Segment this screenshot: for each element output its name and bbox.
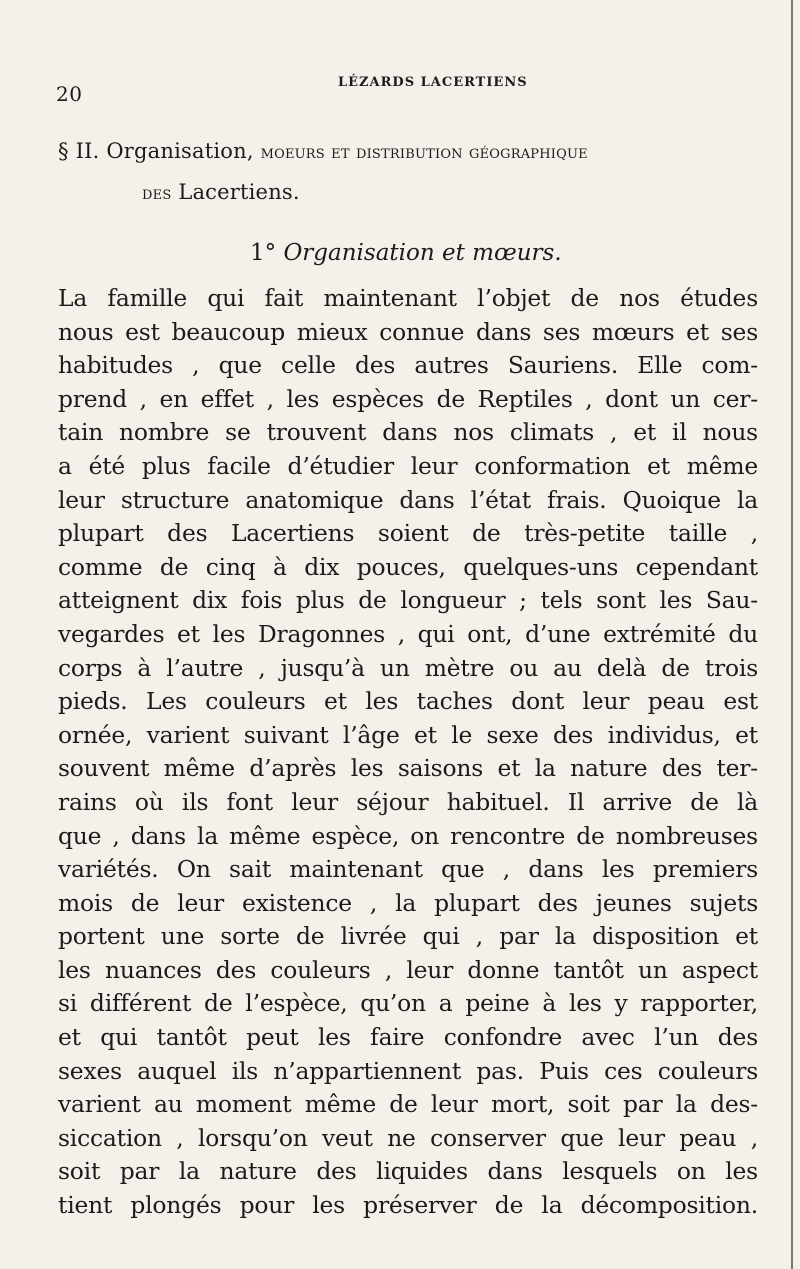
text-line: tient plongés pour les préserver de la décomposition. <box>58 1191 758 1220</box>
text-line: que , dans la même espèce, on rencontre de nombreuses <box>58 821 758 850</box>
page-number: 20 <box>56 82 83 106</box>
text-line: nous est beaucoup mieux connue dans ses mœurs et ses <box>58 317 758 346</box>
text-line: varient au moment même de leur mort, soit par la des- <box>58 1090 758 1119</box>
subsection-number: 1° <box>250 240 277 266</box>
section-heading-line-2 <box>142 179 758 206</box>
text-line: siccation , lorsqu’on veut ne conserver que leur peau , <box>58 1123 758 1152</box>
text-line: tain nombre se trouvent dans nos climats , et il nous <box>58 418 758 447</box>
text-line: plupart des Lacertiens soient de très-petite taille , <box>58 519 758 548</box>
section-heading-line-1 <box>58 138 758 165</box>
section-title-line2-pre: des <box>142 182 172 204</box>
page-edge-line <box>791 0 793 1269</box>
text-line: a été plus facile d’étudier leur conformation et même <box>58 451 758 480</box>
text-line: ornée, varient suivant l’âge et le sexe des individus, et <box>58 720 758 749</box>
running-head: LÉZARDS LACERTIENS <box>338 75 528 90</box>
section-title-initial: Organisation, <box>106 139 254 163</box>
subsection-title: Organisation et mœurs. <box>283 240 562 266</box>
text-line: corps à l’autre , jusqu’à un mètre ou au delà de trois <box>58 653 758 682</box>
body-paragraph <box>58 282 758 1223</box>
text-line: portent une sorte de livrée qui , par la disposition et <box>58 922 758 951</box>
text-line: mois de leur existence , la plupart des jeunes sujets <box>58 888 758 917</box>
section-number: § II. <box>58 139 100 163</box>
text-line: leur structure anatomique dans l’état frais. Quoique la <box>58 485 758 514</box>
section-title-line2-word: Lacertiens. <box>178 180 300 204</box>
text-line: prend , en effet , les espèces de Reptiles , dont un cer- <box>58 384 758 413</box>
text-line: rains où ils font leur séjour habituel. Il arrive de là <box>58 787 758 816</box>
text-line: pieds. Les couleurs et les taches dont leur peau est <box>58 687 758 716</box>
text-line: et qui tantôt peut les faire confondre avec l’un des <box>58 1023 758 1052</box>
text-line: sexes auquel ils n’appartiennent pas. Puis ces couleurs <box>58 1056 758 1085</box>
text-line: vegardes et les Dragonnes , qui ont, d’une extrémité du <box>58 619 758 648</box>
text-line: habitudes , que celle des autres Sauriens. Elle com- <box>58 351 758 380</box>
text-line: comme de cinq à dix pouces, quelques-uns cependant <box>58 552 758 581</box>
text-line: variétés. On sait maintenant que , dans les premiers <box>58 855 758 884</box>
section-title-rest: moeurs et distribution géographique <box>260 141 588 163</box>
text-line: soit par la nature des liquides dans lesquels on les <box>58 1157 758 1186</box>
text-line: les nuances des couleurs , leur donne tantôt un aspect <box>58 955 758 984</box>
text-line: La famille qui fait maintenant l’objet de nos études <box>58 284 758 312</box>
subsection-heading <box>250 239 562 267</box>
section-heading <box>58 138 758 206</box>
text-line: si différent de l’espèce, qu’on a peine à les y rapporter, <box>58 989 758 1018</box>
text-line: souvent même d’après les saisons et la nature des ter- <box>58 754 758 783</box>
text-line: atteignent dix fois plus de longueur ; tels sont les Sau- <box>58 586 758 615</box>
